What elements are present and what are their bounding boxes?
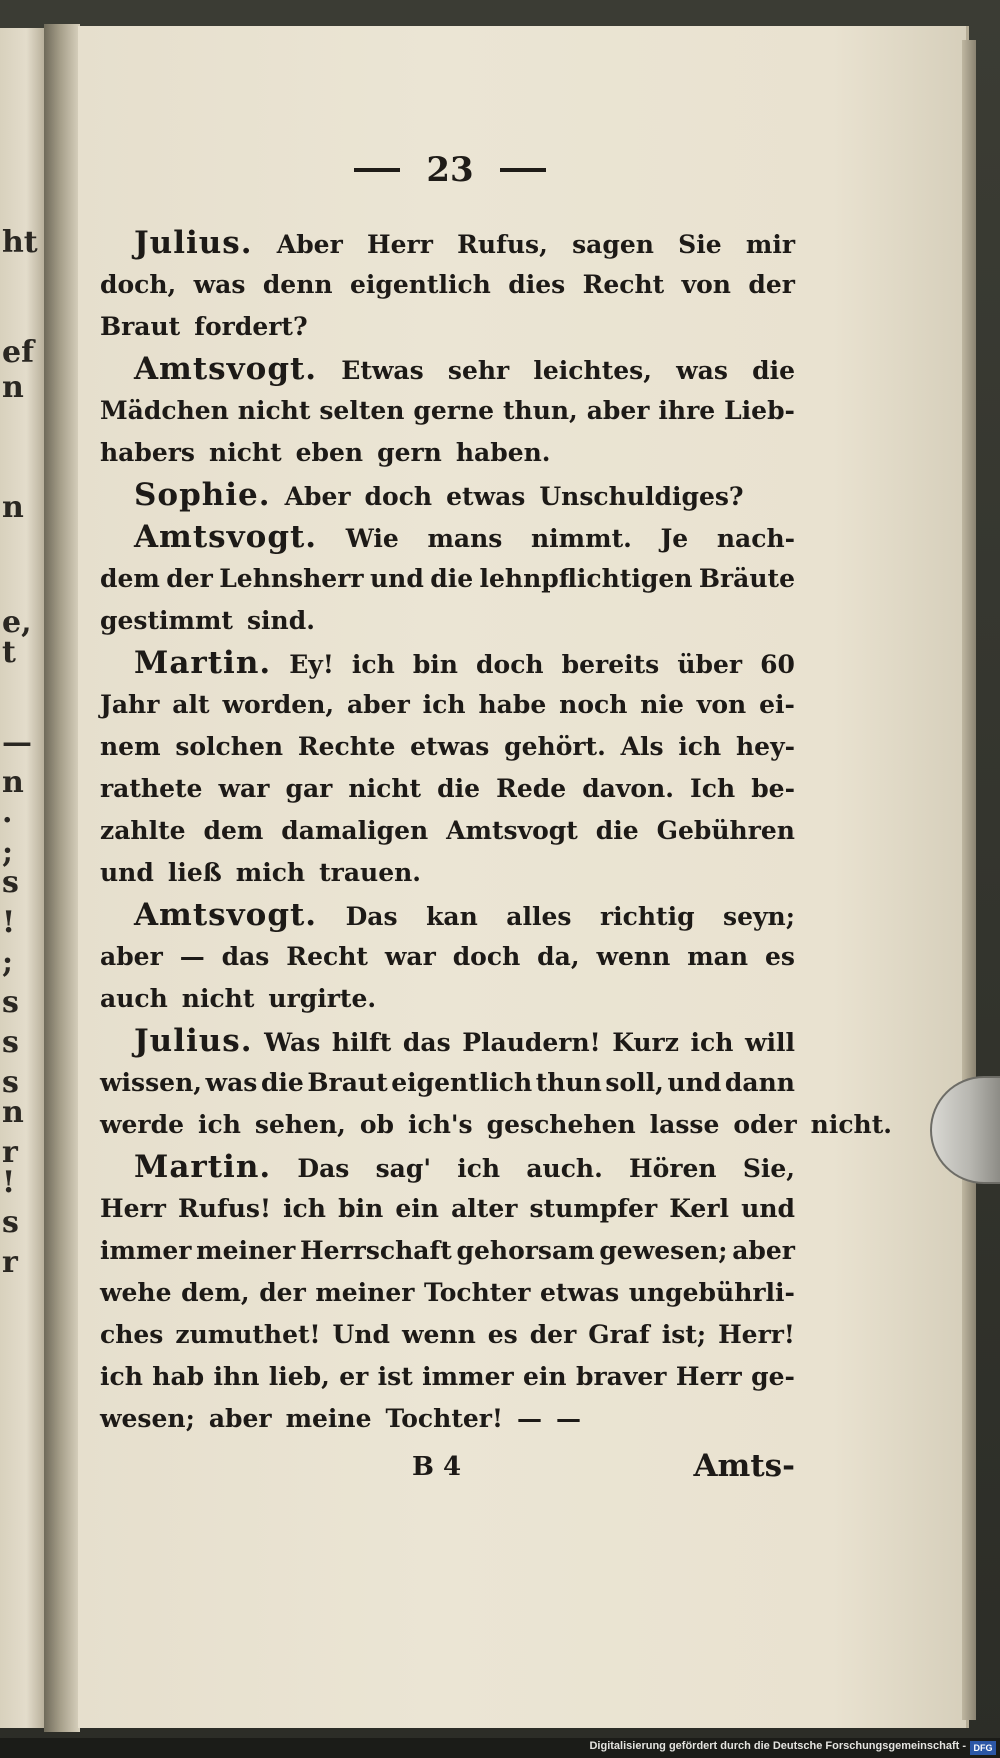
- word: der: [166, 564, 213, 593]
- word: aber: [346, 690, 410, 719]
- page-edge-shadow: [962, 40, 976, 1720]
- word: man: [687, 942, 749, 971]
- word: immer: [422, 1362, 514, 1391]
- previous-page-fragment: e,: [2, 605, 32, 640]
- word: oder: [733, 1110, 797, 1139]
- word: ich: [351, 650, 395, 679]
- word: selten: [319, 396, 405, 425]
- text-line: [100, 516, 795, 558]
- word: nie: [640, 690, 684, 719]
- text-line: [100, 852, 795, 894]
- word: der: [529, 1320, 577, 1349]
- word: —: [516, 1404, 542, 1433]
- word: war: [218, 774, 270, 803]
- word: werde: [100, 1110, 184, 1139]
- word: der: [748, 270, 795, 299]
- word: meiner: [315, 1278, 415, 1307]
- word: zahlte: [100, 816, 186, 845]
- previous-page-edge: [0, 28, 46, 1728]
- word: Herr: [100, 1194, 166, 1223]
- word: hey-: [735, 732, 795, 761]
- word: Lieb-: [724, 396, 795, 425]
- word: über: [677, 650, 743, 679]
- previous-page-fragment: .: [2, 795, 13, 830]
- word: nem: [100, 732, 161, 761]
- word: ich: [690, 1028, 734, 1057]
- word: Gebühren: [656, 816, 795, 845]
- signature-line: [100, 1448, 795, 1496]
- previous-page-fragment: ;: [2, 835, 14, 870]
- text-line: [100, 1188, 795, 1230]
- word: der: [259, 1278, 306, 1307]
- previous-page-fragment: s: [2, 865, 19, 900]
- word: ließ: [167, 858, 222, 887]
- previous-page-fragment: s: [2, 1025, 19, 1060]
- word: Das: [345, 902, 398, 931]
- digitization-footer: [0, 1738, 1000, 1758]
- word: dem: [100, 564, 160, 593]
- word: hilft: [331, 1028, 392, 1057]
- text-line: [100, 684, 795, 726]
- word: dem,: [181, 1278, 250, 1307]
- word: da,: [537, 942, 580, 971]
- word: stumpfer: [529, 1194, 658, 1223]
- word: Rufus!: [178, 1194, 271, 1223]
- word: ihn: [213, 1362, 260, 1391]
- running-head: [320, 150, 580, 190]
- word: davon.: [582, 774, 674, 803]
- word: —: [179, 942, 205, 971]
- word: doch: [452, 942, 521, 971]
- word: nimmt.: [530, 524, 632, 553]
- word: Mädchen: [100, 396, 229, 425]
- word: ich's: [408, 1110, 473, 1139]
- running-head-dash-left: [354, 168, 400, 172]
- word: ist: [377, 1362, 413, 1391]
- word: Herr!: [718, 1320, 795, 1349]
- speaker-name: Amtsvogt.: [134, 351, 318, 387]
- word: immer: [100, 1236, 192, 1265]
- word: etwas: [410, 732, 490, 761]
- text-line: [100, 390, 795, 432]
- text-line: [100, 726, 795, 768]
- word: ge-: [751, 1362, 795, 1391]
- word: Kerl: [669, 1194, 730, 1223]
- text-line: [100, 1104, 892, 1146]
- text-line: [100, 1398, 795, 1440]
- word: haben.: [455, 438, 551, 467]
- word: alt: [172, 690, 210, 719]
- word: ob: [359, 1110, 394, 1139]
- word: Bräute: [698, 564, 795, 593]
- word: aber: [586, 396, 650, 425]
- word: die: [752, 356, 795, 385]
- word: das: [402, 1028, 451, 1057]
- previous-page-fragment: ef: [2, 335, 34, 370]
- word: geschehen: [486, 1110, 636, 1139]
- word: Recht: [286, 942, 368, 971]
- word: Tochter: [423, 1278, 531, 1307]
- word: Braut: [100, 312, 181, 341]
- previous-page-fragment: !: [2, 1165, 16, 1200]
- text-line: [100, 1272, 795, 1314]
- speaker-name: Amtsvogt.: [134, 897, 318, 933]
- running-head-dash-right: [500, 168, 546, 172]
- word: gehört.: [504, 732, 606, 761]
- word: Aber: [276, 230, 343, 259]
- word: Herr: [675, 1362, 742, 1391]
- word: lehnpflichtigen: [479, 564, 693, 593]
- word: Je: [660, 524, 689, 553]
- catchword: Amts-: [693, 1448, 795, 1484]
- word: gestimmt: [100, 606, 233, 635]
- word: —: [555, 1404, 581, 1433]
- word: richtig: [599, 902, 695, 931]
- word: nicht: [181, 984, 255, 1013]
- previous-page-fragment: —: [2, 725, 32, 760]
- word: eigentlich: [349, 270, 491, 299]
- text-line: [100, 1356, 795, 1398]
- word: wissen,: [100, 1068, 202, 1097]
- text-line: [100, 810, 795, 852]
- word: Tochter!: [385, 1404, 503, 1433]
- previous-page-fragment: ht: [2, 225, 38, 260]
- word: damaligen: [281, 816, 429, 845]
- word: Kurz: [612, 1028, 679, 1057]
- word: was: [676, 356, 728, 385]
- word: ist;: [661, 1320, 707, 1349]
- word: sagen: [572, 230, 654, 259]
- word: war: [384, 942, 436, 971]
- word: nicht.: [810, 1110, 892, 1139]
- word: thun: [535, 1068, 602, 1097]
- word: leichtes,: [533, 356, 652, 385]
- word: gerne: [413, 396, 495, 425]
- word: wehe: [100, 1278, 172, 1307]
- speaker-name: Martin.: [134, 1149, 272, 1185]
- word: hab: [152, 1362, 205, 1391]
- word: aber: [208, 1404, 272, 1433]
- word: es: [764, 942, 795, 971]
- word: Ich: [690, 774, 736, 803]
- speaker-name: Sophie.: [134, 477, 271, 513]
- word: gern: [377, 438, 442, 467]
- word: Recht: [582, 270, 665, 299]
- text-line: [100, 306, 795, 348]
- text-line: [100, 600, 795, 642]
- page-text-block: [100, 222, 892, 1440]
- word: nach-: [716, 524, 795, 553]
- word: soll,: [605, 1068, 664, 1097]
- word: urgirte.: [268, 984, 377, 1013]
- word: auch.: [526, 1154, 603, 1183]
- text-line: [100, 474, 795, 516]
- word: Graf: [588, 1320, 650, 1349]
- word: fordert?: [194, 312, 308, 341]
- text-line: [100, 264, 795, 306]
- word: ich: [422, 690, 466, 719]
- word: ich: [457, 1154, 501, 1183]
- previous-page-fragment: t: [2, 635, 16, 670]
- dfg-logo-icon: DFG: [970, 1741, 996, 1755]
- word: denn: [262, 270, 333, 299]
- word: ein: [395, 1194, 439, 1223]
- word: etwas: [446, 482, 526, 511]
- word: dies: [508, 270, 566, 299]
- word: sehen,: [254, 1110, 346, 1139]
- text-line: [100, 348, 795, 390]
- text-line: [100, 768, 795, 810]
- previous-page-fragment: s: [2, 1205, 19, 1240]
- speaker-name: Julius.: [134, 225, 253, 261]
- word: die: [430, 564, 474, 593]
- word: Aber: [284, 482, 351, 511]
- word: solchen: [175, 732, 284, 761]
- word: dann: [724, 1068, 795, 1097]
- word: worden,: [222, 690, 335, 719]
- word: seyn;: [723, 902, 795, 931]
- word: eigentlich: [391, 1068, 533, 1097]
- word: Ey!: [289, 650, 334, 679]
- word: Amtsvogt: [446, 816, 578, 845]
- word: wesen;: [100, 1404, 195, 1433]
- word: gewesen;: [599, 1236, 728, 1265]
- text-line: [100, 936, 795, 978]
- word: nicht: [348, 774, 422, 803]
- word: doch: [476, 650, 544, 679]
- word: will: [744, 1028, 795, 1057]
- word: Braut: [307, 1068, 388, 1097]
- word: Sie,: [742, 1154, 795, 1183]
- text-line: [100, 978, 795, 1020]
- previous-page-fragment: s: [2, 985, 19, 1020]
- word: ei-: [759, 690, 795, 719]
- word: Rechte: [297, 732, 396, 761]
- word: ches: [100, 1320, 164, 1349]
- word: bin: [338, 1194, 384, 1223]
- previous-page-fragment: n: [2, 765, 24, 800]
- text-line: [100, 1314, 795, 1356]
- text-line: [100, 642, 795, 684]
- word: er: [339, 1362, 369, 1391]
- word: braver: [576, 1362, 667, 1391]
- previous-page-fragment: r: [2, 1245, 18, 1280]
- word: Lehnsherr: [219, 564, 364, 593]
- speaker-name: Julius.: [134, 1023, 253, 1059]
- word: das: [221, 942, 270, 971]
- word: bereits: [561, 650, 660, 679]
- word: die: [437, 774, 480, 803]
- word: Als: [620, 732, 664, 761]
- previous-page-fragment: r: [2, 1135, 18, 1170]
- text-line: [100, 558, 795, 600]
- word: auch: [100, 984, 168, 1013]
- word: ungebührli-: [628, 1278, 795, 1307]
- word: und: [369, 564, 424, 593]
- page-number: 23: [426, 150, 474, 190]
- word: kan: [426, 902, 478, 931]
- text-line: [100, 1230, 795, 1272]
- word: alles: [506, 902, 572, 931]
- previous-page-fragment: ;: [2, 945, 14, 980]
- word: aber: [100, 942, 163, 971]
- word: ich: [100, 1362, 143, 1391]
- previous-page-fragment: n: [2, 1095, 24, 1130]
- word: was: [193, 270, 246, 299]
- word: Wie: [345, 524, 399, 553]
- word: Jahr: [100, 690, 160, 719]
- word: Und: [332, 1320, 390, 1349]
- word: Das: [297, 1154, 350, 1183]
- previous-page-fragment: s: [2, 1065, 19, 1100]
- word: meiner: [196, 1236, 296, 1265]
- digitization-credit: Digitalisierung gefördert durch die Deutsche Forschungsgemeinschaft -: [589, 1740, 966, 1752]
- word: mans: [427, 524, 503, 553]
- word: rathete: [100, 774, 203, 803]
- word: alter: [451, 1194, 518, 1223]
- word: trauen.: [319, 858, 421, 887]
- text-line: [100, 894, 795, 936]
- word: bin: [412, 650, 458, 679]
- previous-page-fragment: n: [2, 370, 24, 405]
- word: Unschuldiges?: [539, 482, 744, 511]
- word: nicht: [237, 396, 311, 425]
- text-line: [100, 222, 795, 264]
- word: noch: [559, 690, 628, 719]
- speaker-name: Amtsvogt.: [134, 519, 318, 555]
- word: zumuthet!: [175, 1320, 321, 1349]
- word: doch,: [100, 270, 177, 299]
- word: ich: [678, 732, 722, 761]
- word: etwas: [539, 1278, 620, 1307]
- word: Rede: [496, 774, 567, 803]
- previous-page-fragment: n: [2, 490, 24, 525]
- word: Rufus,: [457, 230, 548, 259]
- word: ein: [523, 1362, 567, 1391]
- word: 60: [760, 650, 795, 679]
- word: Plaudern!: [462, 1028, 601, 1057]
- word: ich: [283, 1194, 326, 1223]
- word: die: [260, 1068, 304, 1097]
- word: was: [205, 1068, 258, 1097]
- word: und: [100, 858, 154, 887]
- word: gehorsam: [456, 1236, 595, 1265]
- word: es: [487, 1320, 518, 1349]
- word: Etwas: [341, 356, 424, 385]
- word: mir: [745, 230, 795, 259]
- word: von: [696, 690, 747, 719]
- word: eben: [295, 438, 364, 467]
- speaker-name: Martin.: [134, 645, 272, 681]
- word: Sie: [678, 230, 722, 259]
- text-line: [100, 1146, 795, 1188]
- text-line: [100, 1062, 795, 1104]
- word: habe: [478, 690, 547, 719]
- word: die: [595, 816, 639, 845]
- previous-page-fragment: !: [2, 905, 16, 940]
- word: meine: [285, 1404, 372, 1433]
- word: nicht: [209, 438, 282, 467]
- word: lieb,: [268, 1362, 330, 1391]
- word: sag': [375, 1154, 431, 1183]
- word: mich: [235, 858, 306, 887]
- word: Hören: [629, 1154, 717, 1183]
- word: gar: [285, 774, 333, 803]
- word: doch: [364, 482, 433, 511]
- word: lasse: [649, 1110, 720, 1139]
- word: Was: [264, 1028, 321, 1057]
- word: ich: [197, 1110, 241, 1139]
- word: thun,: [502, 396, 578, 425]
- word: habers: [100, 438, 196, 467]
- word: be-: [751, 774, 795, 803]
- word: dem: [203, 816, 264, 845]
- book-gutter: [44, 24, 80, 1732]
- word: von: [681, 270, 731, 299]
- word: wenn: [401, 1320, 476, 1349]
- word: wenn: [596, 942, 671, 971]
- word: sind.: [246, 606, 315, 635]
- text-line: [100, 1020, 795, 1062]
- word: sehr: [447, 356, 510, 385]
- word: Herrschaft: [299, 1236, 452, 1265]
- word: aber: [732, 1236, 795, 1265]
- text-line: [100, 432, 795, 474]
- word: ihre: [658, 396, 716, 425]
- gathering-signature: B 4: [412, 1452, 462, 1482]
- word: und: [667, 1068, 722, 1097]
- word: Herr: [367, 230, 433, 259]
- word: und: [741, 1194, 795, 1223]
